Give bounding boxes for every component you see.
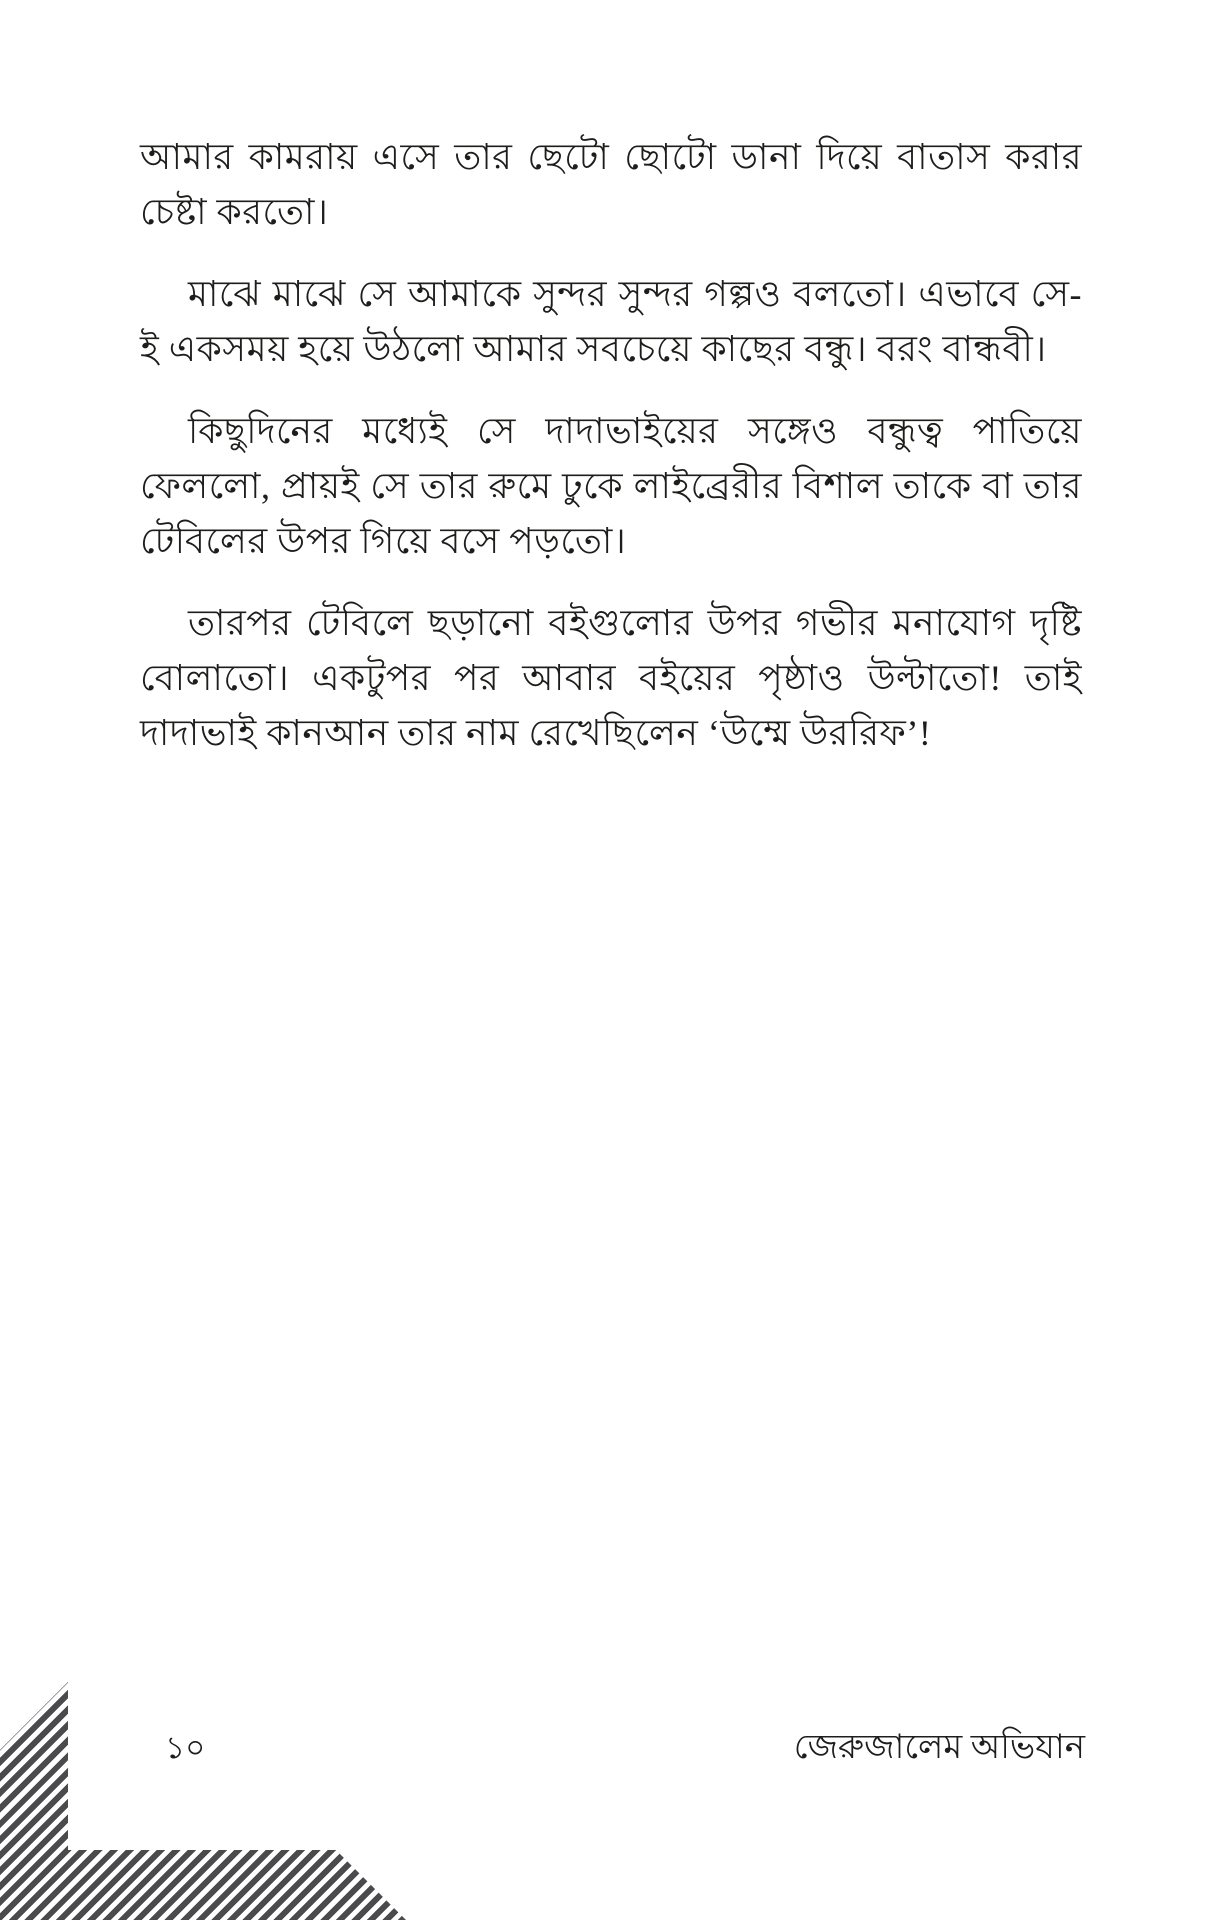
corner-stripe-decoration [0, 1680, 420, 1920]
paragraph-4: তারপর টেবিলে ছড়ানো বইগুলোর উপর গভীর মনাযোগ দৃষ্টি বোলাতো। একটুপর পর আবার বইয়ের পৃষ্ঠাও উল্টাতো! তাই দাদাভাই কানআন তার নাম রেখেছিলেন ‘উম্মে উররিফ’! [140, 603, 1082, 753]
paragraph-1: আমার কামরায় এসে তার ছেটো ছোটো ডানা দিয়ে বাতাস করার চেষ্টা করতো। [140, 137, 1082, 232]
page-footer [140, 1726, 1085, 1770]
page-number: ১০ [165, 1730, 206, 1765]
running-title: জেরুজালেম অভিযান [793, 1729, 1085, 1766]
page-text [140, 130, 1082, 788]
paragraph-3: কিছুদিনের মধ্যেই সে দাদাভাইয়ের সঙ্গেও বন্ধুত্ব পাতিয়ে ফেললো, প্রায়ই সে তার রুমে ঢুকে লাইব্রেরীর বিশাল তাকে বা তার টেবিলের উপর গিয়ে বসে পড়তো। [140, 411, 1082, 561]
paragraph-2: মাঝে মাঝে সে আমাকে সুন্দর সুন্দর গল্পও বলতো। এভাবে সে-ই একসময় হয়ে উঠলো আমার সবচেয়ে কাছের বন্ধু। বরং বান্ধবী। [140, 274, 1082, 369]
